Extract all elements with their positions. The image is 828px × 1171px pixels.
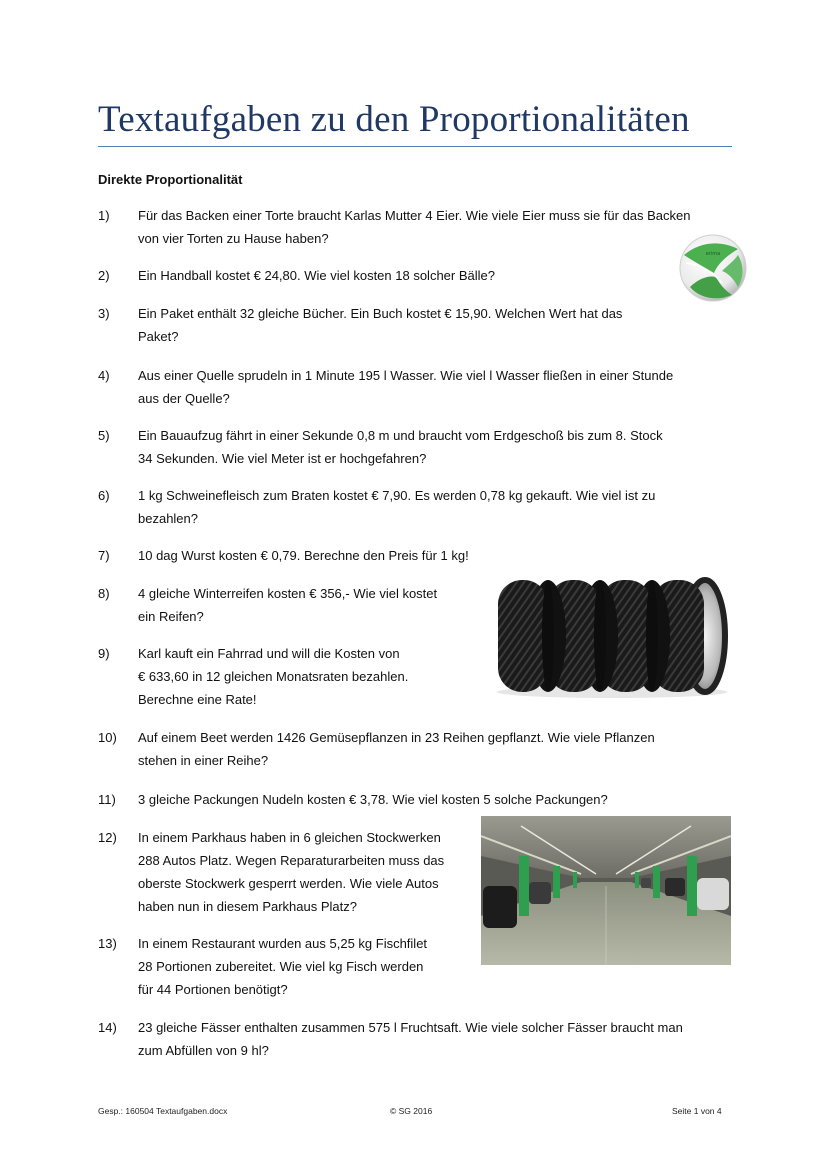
task-text [138, 932, 427, 1001]
task-line: zum Abfüllen von 9 hl? [138, 1043, 269, 1058]
task-text [138, 264, 495, 287]
task-text [138, 544, 469, 567]
task-text [138, 788, 608, 811]
task-line: oberste Stockwerk gesperrt werden. Wie viele Autos [138, 876, 439, 891]
task-number: 11) [98, 792, 116, 807]
task-text [138, 726, 655, 772]
task-line: Paket? [138, 329, 179, 344]
page-title: Textaufgaben zu den Proportionalitäten [98, 99, 690, 140]
section-heading: Direkte Proportionalität [98, 172, 243, 187]
task-line: ein Reifen? [138, 609, 204, 624]
footer-filename: Gesp.: 160504 Textaufgaben.docx [98, 1106, 228, 1116]
task-text [138, 582, 437, 628]
task-line: stehen in einer Reihe? [138, 753, 269, 768]
task-number: 13) [98, 936, 117, 951]
task-line: Ein Bauaufzug fährt in einer Sekunde 0,8 m und braucht vom Erdgeschoß bis zum 8. Stock [138, 428, 663, 443]
footer-copyright: © SG 2016 [390, 1106, 433, 1116]
task-line: Für das Backen einer Torte braucht Karlas Mutter 4 Eier. Wie viele Eier muss sie für das Backen [138, 208, 691, 223]
task-number: 1) [98, 208, 110, 223]
task-number: 14) [98, 1020, 117, 1035]
task-number: 6) [98, 488, 110, 503]
task-line: Auf einem Beet werden 1426 Gemüsepflanzen in 23 Reihen gepflanzt. Wie viele Pflanzen [138, 730, 655, 745]
task-text [138, 484, 655, 530]
footer-page-number: Seite 1 von 4 [672, 1106, 722, 1116]
task-text [138, 302, 622, 348]
svg-text:erima: erima [705, 251, 721, 257]
task-line: 28 Portionen zubereitet. Wie viel kg Fisch werden [138, 959, 424, 974]
task-line: 288 Autos Platz. Wegen Reparaturarbeiten muss das [138, 853, 445, 868]
task-line: In einem Parkhaus haben in 6 gleichen Stockwerken [138, 830, 441, 845]
task-line: Aus einer Quelle sprudeln in 1 Minute 195 l Wasser. Wie viel l Wasser fließen in einer Stunde [138, 368, 674, 383]
parking-garage-image [481, 816, 731, 965]
title-underline [98, 146, 732, 147]
task-text [138, 1016, 683, 1062]
task-number: 2) [98, 268, 110, 283]
task-text [138, 424, 663, 470]
task-line: haben nun in diesem Parkhaus Platz? [138, 899, 357, 914]
task-number: 4) [98, 368, 110, 383]
task-number: 5) [98, 428, 110, 443]
task-line: In einem Restaurant wurden aus 5,25 kg Fischfilet [138, 936, 428, 951]
task-line: € 633,60 in 12 gleichen Monatsraten bezahlen. [138, 669, 409, 684]
task-line: Karl kauft ein Fahrrad und will die Kosten von [138, 646, 400, 661]
task-line: Berechne eine Rate! [138, 692, 257, 707]
task-text [138, 826, 444, 918]
task-text [138, 642, 408, 711]
task-line: 23 gleiche Fässer enthalten zusammen 575 l Fruchtsaft. Wie viele solcher Fässer braucht man [138, 1020, 683, 1035]
task-number: 3) [98, 306, 110, 321]
task-line: 4 gleiche Winterreifen kosten € 356,- Wie viel kostet [138, 586, 438, 601]
task-number: 9) [98, 646, 110, 661]
task-line: 34 Sekunden. Wie viel Meter ist er hochgefahren? [138, 451, 427, 466]
winter-tires-image [492, 574, 732, 700]
task-line: 1 kg Schweinefleisch zum Braten kostet € 7,90. Es werden 0,78 kg gekauft. Wie viel ist zu [138, 488, 656, 503]
task-line: für 44 Portionen benötigt? [138, 982, 288, 997]
task-line: 10 dag Wurst kosten € 0,79. Berechne den Preis für 1 kg! [138, 548, 469, 563]
task-number: 12) [98, 830, 117, 845]
task-number: 8) [98, 586, 110, 601]
task-number: 10) [98, 730, 117, 745]
task-line: bezahlen? [138, 511, 198, 526]
task-text [138, 204, 691, 250]
handball-image [678, 233, 748, 303]
task-line: von vier Torten zu Hause haben? [138, 231, 329, 246]
task-line: 3 gleiche Packungen Nudeln kosten € 3,78. Wie viel kosten 5 solche Packungen? [138, 792, 608, 807]
task-line: Ein Handball kostet € 24,80. Wie viel kosten 18 solcher Bälle? [138, 268, 495, 283]
task-line: Ein Paket enthält 32 gleiche Bücher. Ein Buch kostet € 15,90. Welchen Wert hat das [138, 306, 623, 321]
task-line: aus der Quelle? [138, 391, 230, 406]
task-text [138, 364, 673, 410]
task-number: 7) [98, 548, 110, 563]
